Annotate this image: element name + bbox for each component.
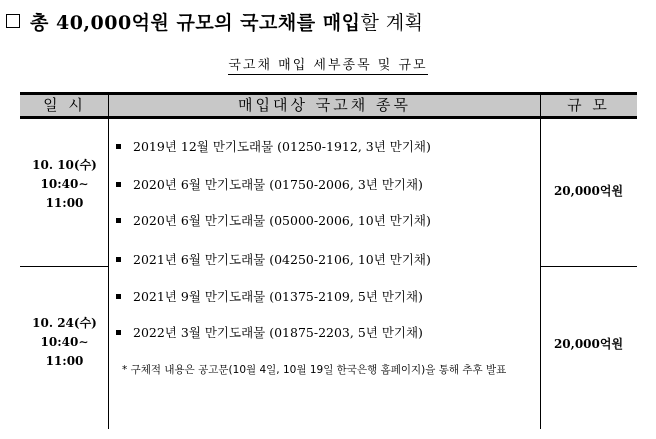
bond-item-text: 2020년 6월 만기도래물 (01750-2006, 3년 만기채) [133,177,423,192]
table-caption-text: 국고채 매입 세부종목 및 규모 [228,58,428,73]
bond-item-text: 2020년 6월 만기도래물 (05000-2006, 10년 만기채) [133,213,431,228]
header-divider [540,95,541,116]
date-line: 10. 10(수) [32,158,97,172]
header-bond-items: 매입대상 국고채 종목 [238,96,411,114]
square-bullet-icon [116,182,121,187]
table-header-row [20,95,637,116]
bond-item-text: 2022년 3월 만기도래물 (01875-2203, 5년 만기채) [133,325,423,340]
square-bullet-icon [116,330,121,335]
list-item [116,139,431,155]
footnote: * 구체적 내용은 공고문(10월 4일, 10월 19일 한국은행 홈페이지)을 통해 추후 발표 [122,364,507,376]
row-divider [20,266,108,267]
page-heading [6,6,424,36]
list-item [116,252,431,268]
schedule-date [20,314,109,371]
header-bottom-border [20,116,637,119]
list-item [116,177,423,193]
header-date: 일 시 [43,96,86,114]
list-item [116,213,431,229]
list-item [116,289,423,305]
header-amount: 규 모 [567,96,610,114]
square-bullet-icon [116,257,121,262]
purchase-amount: 20,000억원 [553,337,624,351]
row-divider [541,266,637,267]
square-bullet-icon [116,144,121,149]
date-line: 10. 24(수) [32,316,97,330]
heading-title-suffix: 할 계획 [360,11,424,34]
bond-item-text: 2019년 12월 만기도래물 (01250-1912, 3년 만기채) [133,139,431,154]
column-divider [540,119,541,429]
square-bullet-icon [116,294,121,299]
table-caption [0,54,656,73]
time-line: 10:40∼ [40,335,89,349]
time-line: 11:00 [45,196,84,210]
list-item [116,325,423,341]
bond-item-text: 2021년 9월 만기도래물 (01375-2109, 5년 만기채) [133,289,423,304]
header-divider [108,95,109,116]
bond-item-text: 2021년 6월 만기도래물 (04250-2106, 10년 만기채) [133,252,431,267]
square-bullet-icon [6,14,20,28]
time-line: 10:40∼ [40,177,89,191]
square-bullet-icon [116,218,121,223]
purchase-amount: 20,000억원 [553,184,624,198]
heading-title: 총 40,000억원 규모의 국고채를 매입 [30,11,361,34]
time-line: 11:00 [45,354,84,368]
schedule-date [20,156,109,213]
